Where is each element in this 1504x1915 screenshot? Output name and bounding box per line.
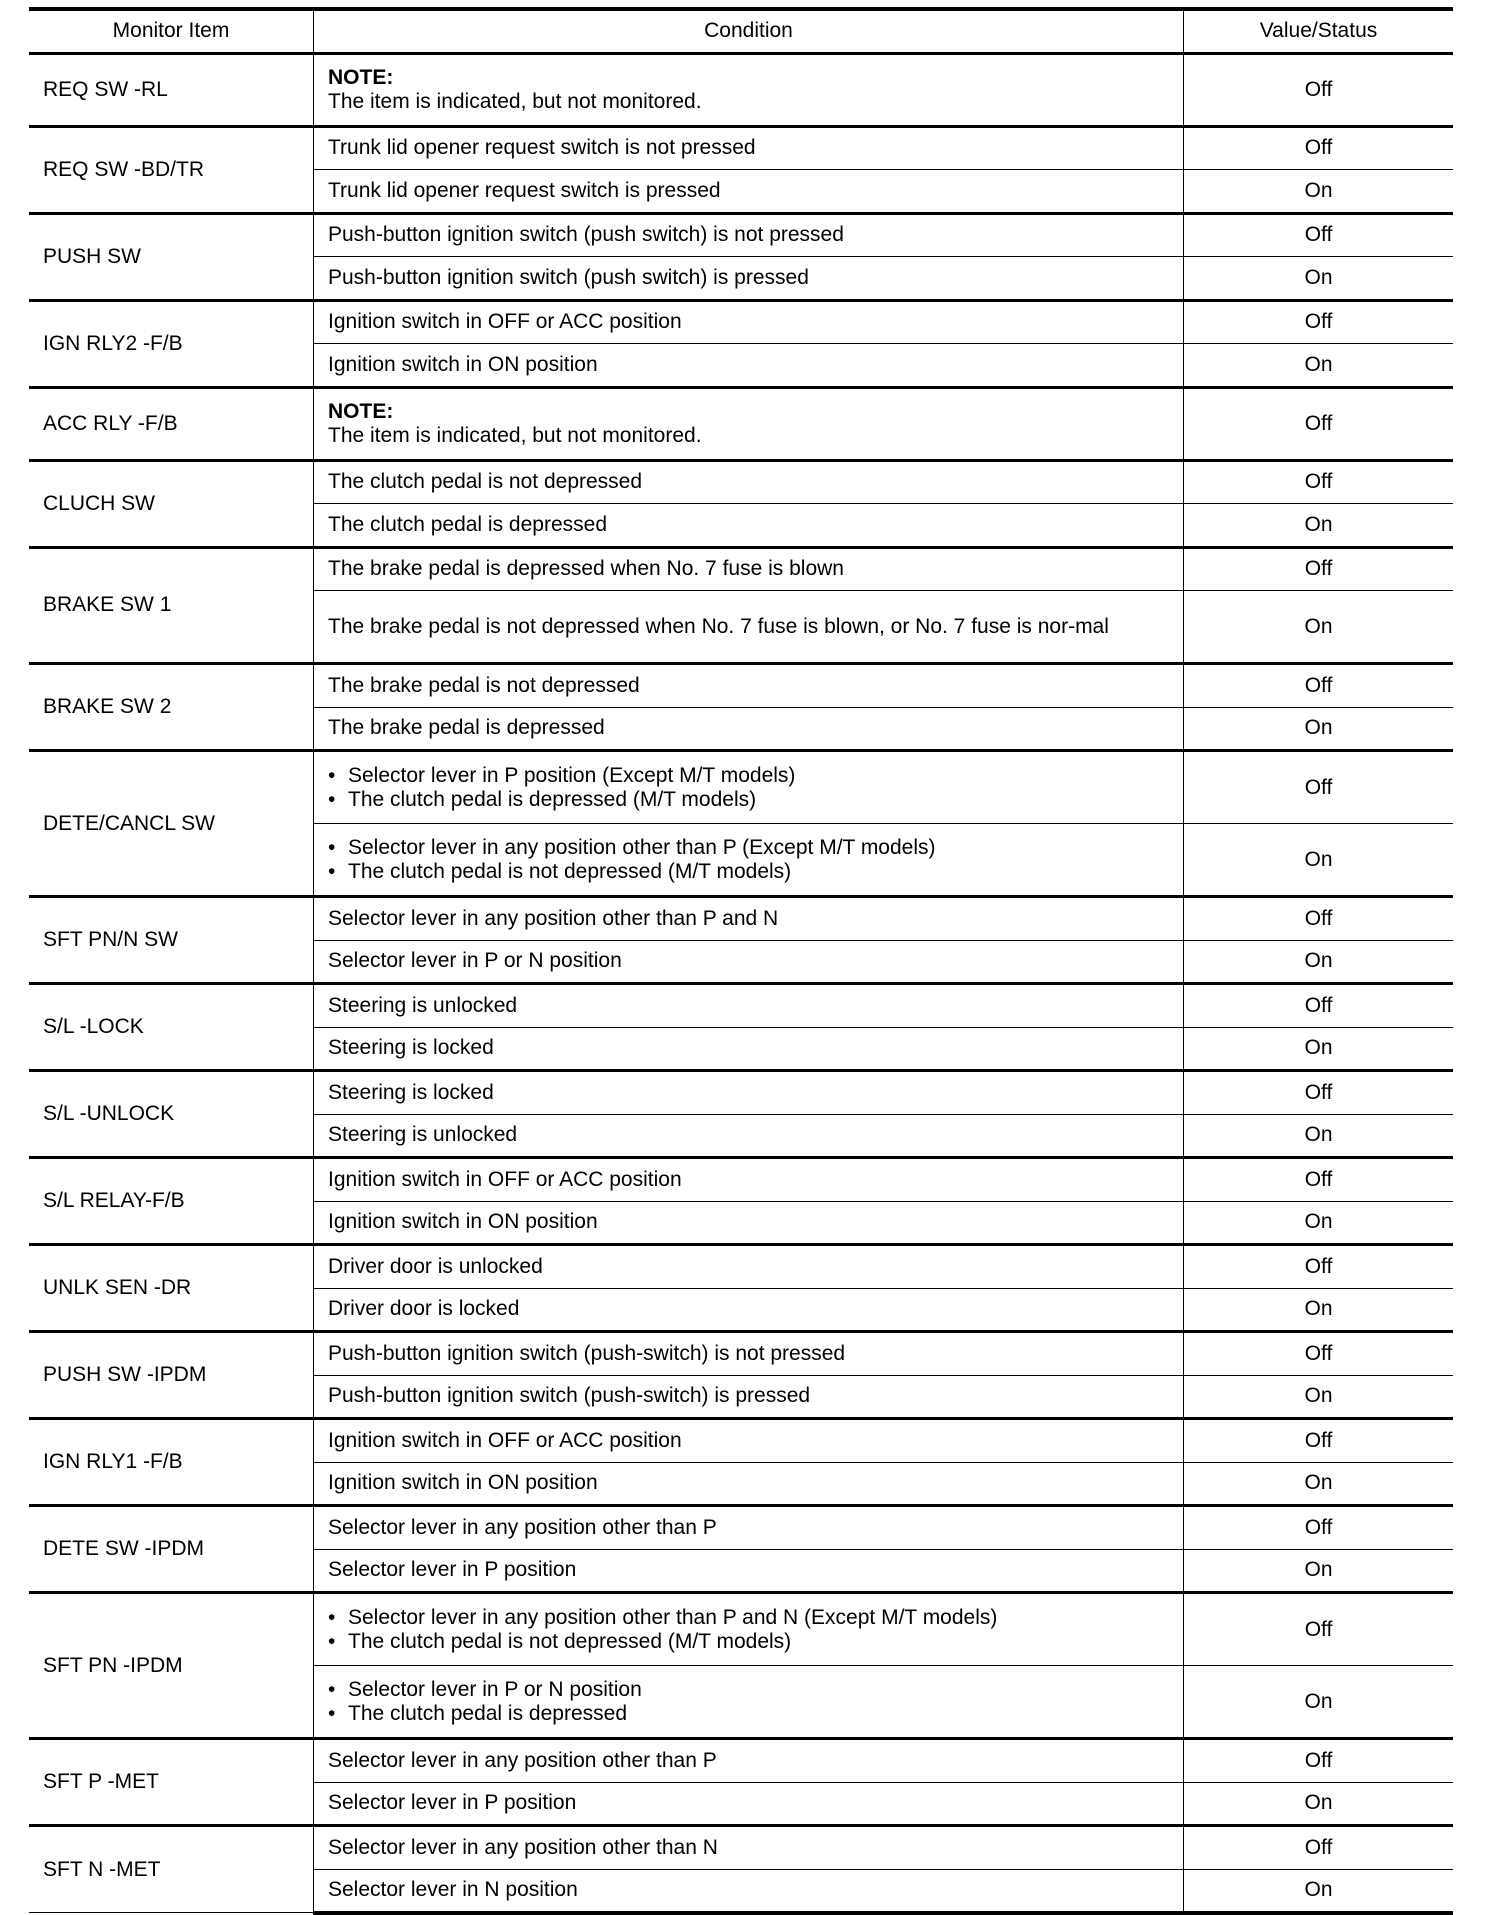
monitor-item: IGN RLY1 -F/B [29, 1419, 314, 1506]
value-status: On [1184, 824, 1454, 897]
condition-cell [314, 751, 1184, 824]
condition-text: Steering is locked [328, 1036, 494, 1060]
condition-cell [314, 460, 1184, 504]
table-row [29, 1593, 1453, 1666]
monitor-item: S/L -LOCK [29, 984, 314, 1071]
condition-cell [314, 1826, 1184, 1870]
condition-text: Selector lever in any position other than N [328, 1835, 718, 1859]
table-row [29, 1158, 1453, 1202]
table-row [29, 1071, 1453, 1115]
table-row [29, 547, 1453, 591]
condition-text: Ignition switch in OFF or ACC position [328, 1167, 682, 1191]
condition-text: Steering is locked [328, 1080, 494, 1104]
bullet-item: • Selector lever in P position (Except M/T models) [328, 764, 1169, 788]
condition-text: Selector lever in P or N position [328, 949, 622, 973]
condition-text: Selector lever in any position other than P [328, 1515, 717, 1539]
header-condition: Condition [314, 9, 1184, 53]
monitor-item: CLUCH SW [29, 460, 314, 547]
condition-cell [314, 824, 1184, 897]
condition-text: The clutch pedal is not depressed [328, 470, 643, 494]
value-status: Off [1184, 547, 1454, 591]
condition-cell [314, 1158, 1184, 1202]
note-label: NOTE: [328, 65, 394, 89]
condition-text: Push-button ignition switch (push-switch) is pressed [328, 1384, 811, 1408]
value-status: Off [1184, 1332, 1454, 1376]
condition-cell [314, 170, 1184, 214]
table-row [29, 300, 1453, 344]
table-row [29, 1739, 1453, 1783]
condition-cell [314, 344, 1184, 388]
bullet-item: • The clutch pedal is not depressed (M/T models) [328, 860, 1169, 884]
condition-cell [314, 897, 1184, 941]
condition-cell [314, 664, 1184, 708]
condition-text: Ignition switch in OFF or ACC position [328, 310, 682, 334]
condition-text: Trunk lid opener request switch is pressed [328, 178, 721, 202]
condition-cell [314, 213, 1184, 257]
condition-cell [314, 1419, 1184, 1463]
table-row [29, 1506, 1453, 1550]
value-status: On [1184, 344, 1454, 388]
condition-text: Ignition switch in ON position [328, 1471, 598, 1495]
condition-text: The brake pedal is depressed when No. 7 fuse is blown [328, 557, 844, 581]
header-value-status: Value/Status [1184, 9, 1454, 53]
table-row [29, 984, 1453, 1028]
value-status: Off [1184, 1071, 1454, 1115]
value-status: Off [1184, 664, 1454, 708]
value-status: Off [1184, 1506, 1454, 1550]
value-status: Off [1184, 984, 1454, 1028]
condition-cell [314, 1114, 1184, 1158]
condition-text: Selector lever in N position [328, 1878, 578, 1901]
condition-cell [314, 1666, 1184, 1739]
value-status: Off [1184, 387, 1454, 460]
condition-cell [314, 984, 1184, 1028]
condition-cell [314, 504, 1184, 548]
value-status: On [1184, 257, 1454, 301]
condition-text: The brake pedal is not depressed [328, 673, 640, 697]
monitor-item: PUSH SW [29, 213, 314, 300]
value-status: On [1184, 170, 1454, 214]
table-row [29, 751, 1453, 824]
condition-text: Push-button ignition switch (push switch) is not pressed [328, 223, 844, 247]
condition-cell [314, 1462, 1184, 1506]
bullet-item: • The clutch pedal is depressed (M/T models) [328, 788, 1169, 812]
value-status: Off [1184, 300, 1454, 344]
table-row [29, 53, 1453, 126]
condition-cell [314, 1782, 1184, 1826]
value-status: Off [1184, 1158, 1454, 1202]
condition-text: Ignition switch in OFF or ACC position [328, 1428, 682, 1452]
value-status: On [1184, 707, 1454, 751]
value-status: Off [1184, 897, 1454, 941]
table-row [29, 126, 1453, 170]
condition-cell [314, 1375, 1184, 1419]
monitor-item: S/L -UNLOCK [29, 1071, 314, 1158]
condition-text: Selector lever in any position other than P and N [328, 906, 779, 930]
monitor-item: REQ SW -BD/TR [29, 126, 314, 213]
condition-cell [314, 1739, 1184, 1783]
header-row [29, 9, 1453, 53]
value-status: Off [1184, 213, 1454, 257]
condition-text: Selector lever in any position other than P [328, 1748, 717, 1772]
bullet-item: • Selector lever in any position other than P (Except M/T models) [328, 836, 1169, 860]
table-row [29, 387, 1453, 460]
table-row [29, 897, 1453, 941]
table-row [29, 664, 1453, 708]
note-label: NOTE: [328, 399, 394, 423]
condition-cell [314, 1332, 1184, 1376]
value-status: On [1184, 940, 1454, 984]
value-status: Off [1184, 460, 1454, 504]
condition-cell [314, 707, 1184, 751]
condition-text: Ignition switch in ON position [328, 352, 598, 376]
condition-cell [314, 53, 1184, 126]
condition-text: Steering is unlocked [328, 993, 518, 1017]
value-status: Off [1184, 1245, 1454, 1289]
monitor-item: SFT N -MET [29, 1826, 314, 1913]
condition-cell [314, 1506, 1184, 1550]
bullet-item: • Selector lever in any position other than P and N (Except M/T models) [328, 1606, 1169, 1630]
condition-cell [314, 257, 1184, 301]
condition-cell [314, 1549, 1184, 1593]
condition-cell [314, 940, 1184, 984]
condition-cell [314, 387, 1184, 460]
condition-text: The brake pedal is not depressed when No. 7 fuse is blown, or No. 7 fuse is nor-mal [328, 614, 1109, 638]
value-status: Off [1184, 751, 1454, 824]
condition-text: Trunk lid opener request switch is not pressed [328, 136, 756, 160]
condition-cell [314, 1245, 1184, 1289]
value-status: On [1184, 1114, 1454, 1158]
value-status: On [1184, 1288, 1454, 1332]
condition-cell [314, 547, 1184, 591]
condition-text: The clutch pedal is depressed [328, 512, 607, 536]
table-row [29, 1332, 1453, 1376]
value-status: On [1184, 591, 1454, 664]
value-status: Off [1184, 126, 1454, 170]
condition-cell [314, 1071, 1184, 1115]
table-row [29, 1245, 1453, 1289]
value-status: Off [1184, 1593, 1454, 1666]
condition-text: Steering is unlocked [328, 1123, 518, 1147]
value-status: Off [1184, 1419, 1454, 1463]
table-row [29, 460, 1453, 504]
value-status: On [1184, 1027, 1454, 1071]
monitor-item: REQ SW -RL [29, 53, 314, 126]
value-status: Off [1184, 1739, 1454, 1783]
condition-text: The item is indicated, but not monitored. [328, 423, 702, 447]
condition-cell [314, 126, 1184, 170]
value-status: On [1184, 1549, 1454, 1593]
bullet-item: • Selector lever in P or N position [328, 1678, 1169, 1702]
monitor-item: SFT P -MET [29, 1739, 314, 1826]
condition-cell [314, 300, 1184, 344]
table-row [29, 1419, 1453, 1463]
condition-cell [314, 1027, 1184, 1071]
value-status: On [1184, 1666, 1454, 1739]
monitor-item: IGN RLY2 -F/B [29, 300, 314, 387]
value-status: Off [1184, 1826, 1454, 1870]
monitor-item: ACC RLY -F/B [29, 387, 314, 460]
bullet-item: • The clutch pedal is depressed [328, 1702, 1169, 1726]
table-body [29, 53, 1453, 1913]
monitor-item: BRAKE SW 1 [29, 547, 314, 664]
condition-text: Driver door is locked [328, 1297, 520, 1321]
monitor-item: DETE SW -IPDM [29, 1506, 314, 1593]
monitor-item-table [29, 7, 1453, 1915]
table-row [29, 1826, 1453, 1870]
monitor-item: BRAKE SW 2 [29, 664, 314, 751]
monitor-item: UNLK SEN -DR [29, 1245, 314, 1332]
monitor-item: S/L RELAY-F/B [29, 1158, 314, 1245]
condition-cell [314, 1201, 1184, 1245]
condition-text: Push-button ignition switch (push switch) is pressed [328, 265, 809, 289]
table-row [29, 213, 1453, 257]
condition-text: Selector lever in P position [328, 1791, 577, 1815]
condition-text: Ignition switch in ON position [328, 1210, 598, 1234]
monitor-item: SFT PN/N SW [29, 897, 314, 984]
condition-cell [314, 1288, 1184, 1332]
monitor-item: PUSH SW -IPDM [29, 1332, 314, 1419]
condition-cell [314, 591, 1184, 664]
value-status: On [1184, 1201, 1454, 1245]
value-status: On [1184, 1375, 1454, 1419]
condition-text: The brake pedal is depressed [328, 716, 605, 740]
condition-text: The item is indicated, but not monitored. [328, 89, 702, 113]
value-status: On [1184, 1782, 1454, 1826]
monitor-item: DETE/CANCL SW [29, 751, 314, 897]
condition-text: Selector lever in P position [328, 1558, 577, 1582]
monitor-item: SFT PN -IPDM [29, 1593, 314, 1739]
condition-cell [314, 1869, 1184, 1913]
condition-cell [314, 1593, 1184, 1666]
value-status: On [1184, 1869, 1454, 1913]
value-status: On [1184, 1462, 1454, 1506]
condition-text: Push-button ignition switch (push-switch) is not pressed [328, 1341, 846, 1365]
value-status: On [1184, 504, 1454, 548]
condition-text: Driver door is unlocked [328, 1254, 543, 1278]
bullet-item: • The clutch pedal is not depressed (M/T models) [328, 1630, 1169, 1654]
value-status: Off [1184, 53, 1454, 126]
header-monitor-item: Monitor Item [29, 9, 314, 53]
